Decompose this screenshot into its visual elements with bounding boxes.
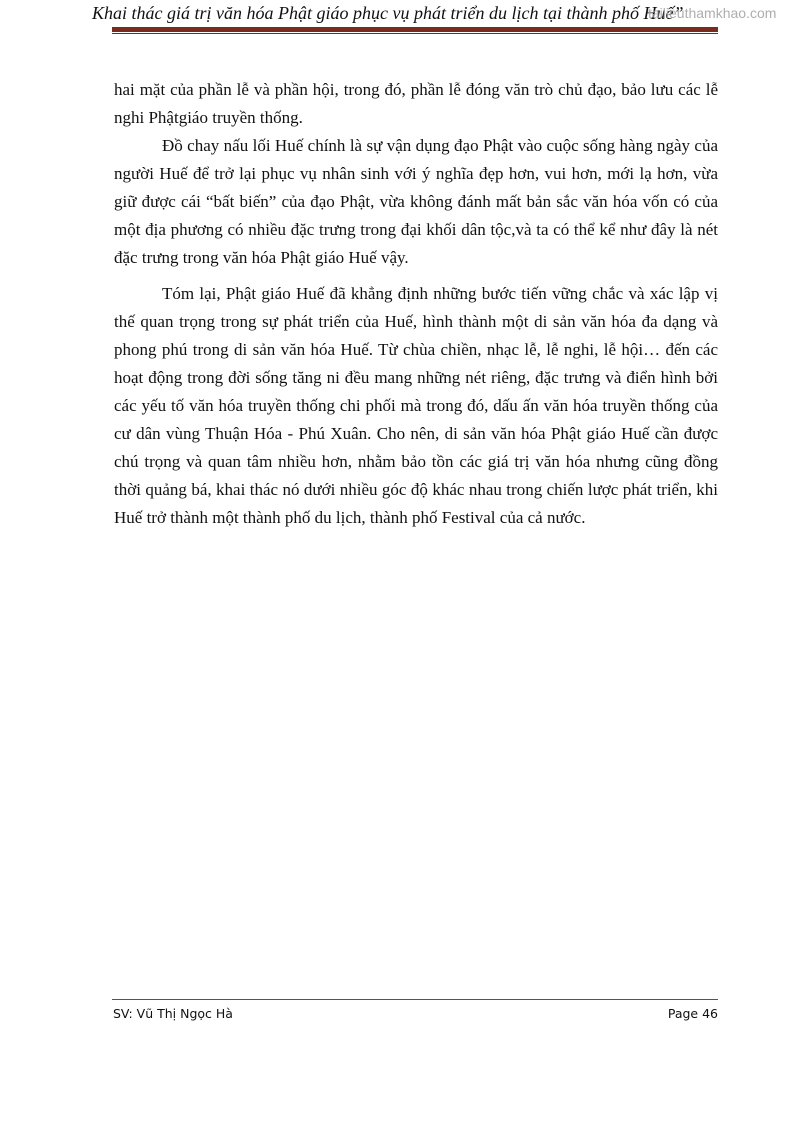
footer-author: SV: Vũ Thị Ngọc Hà: [113, 1006, 233, 1021]
watermark: tailieuthamkhao.com: [648, 5, 777, 21]
paragraph-conclusion: Tóm lại, Phật giáo Huế đã khẳng định những bước tiến vững chắc và xác lập vị thế quan trọng trong sự phát triển của Huế, hình thành một di sản văn hóa đa dạng và phong phú trong di sản văn hóa Huế. Từ chùa chiền, nhạc lễ, lễ nghi, lễ hội… đến các hoạt động trong đời sống tăng ni đều mang những nét riêng, đặc trưng và điển hình bởi các yếu tố văn hóa truyền thống chi phối mà trong đó, dấu ấn văn hóa truyền thống của cư dân vùng Thuận Hóa - Phú Xuân. Cho nên, di sản văn hóa Phật giáo Huế cần được chú trọng và quan tâm nhiều hơn, nhằm bảo tồn các giá trị văn hóa nhưng cũng đồng thời quảng bá, khai thác nó dưới nhiều góc độ khác nhau trong chiến lược phát triển, khi Huế trở thành một thành phố du lịch, thành phố Festival của cả nước.: [114, 284, 718, 527]
footer-divider: [112, 999, 718, 1000]
page-number: Page 46: [667, 1006, 718, 1021]
paragraph-continued: hai mặt của phần lễ và phần hội, trong đó, phần lễ đóng văn trò chủ đạo, bảo lưu các lễ nghi Phậtgiáo truyền thống.: [114, 80, 718, 127]
header-divider-thin: [112, 33, 718, 34]
header-title: Khai thác giá trị văn hóa Phật giáo phục vụ phát triển du lịch tại thành phố Huế”: [92, 3, 684, 23]
page-header: [0, 0, 794, 34]
paragraph-vegetarian-food: Đồ chay nấu lối Huế chính là sự vận dụng đạo Phật vào cuộc sống hàng ngày của người Huế để trở lại phục vụ nhân sinh với ý nghĩa đẹp hơn, vui hơn, mới lạ hơn, vừa giữ được cái “bất biến” của đạo Phật, vừa không đánh mất bản sắc văn hóa vốn có của một địa phương có nhiều đặc trưng trong đại khối dân tộc,và ta có thể kể như đây là nét đặc trưng trong văn hóa Phật giáo Huế vậy.: [114, 136, 718, 267]
header-divider-thick: [112, 27, 718, 32]
document-body: [114, 76, 718, 540]
